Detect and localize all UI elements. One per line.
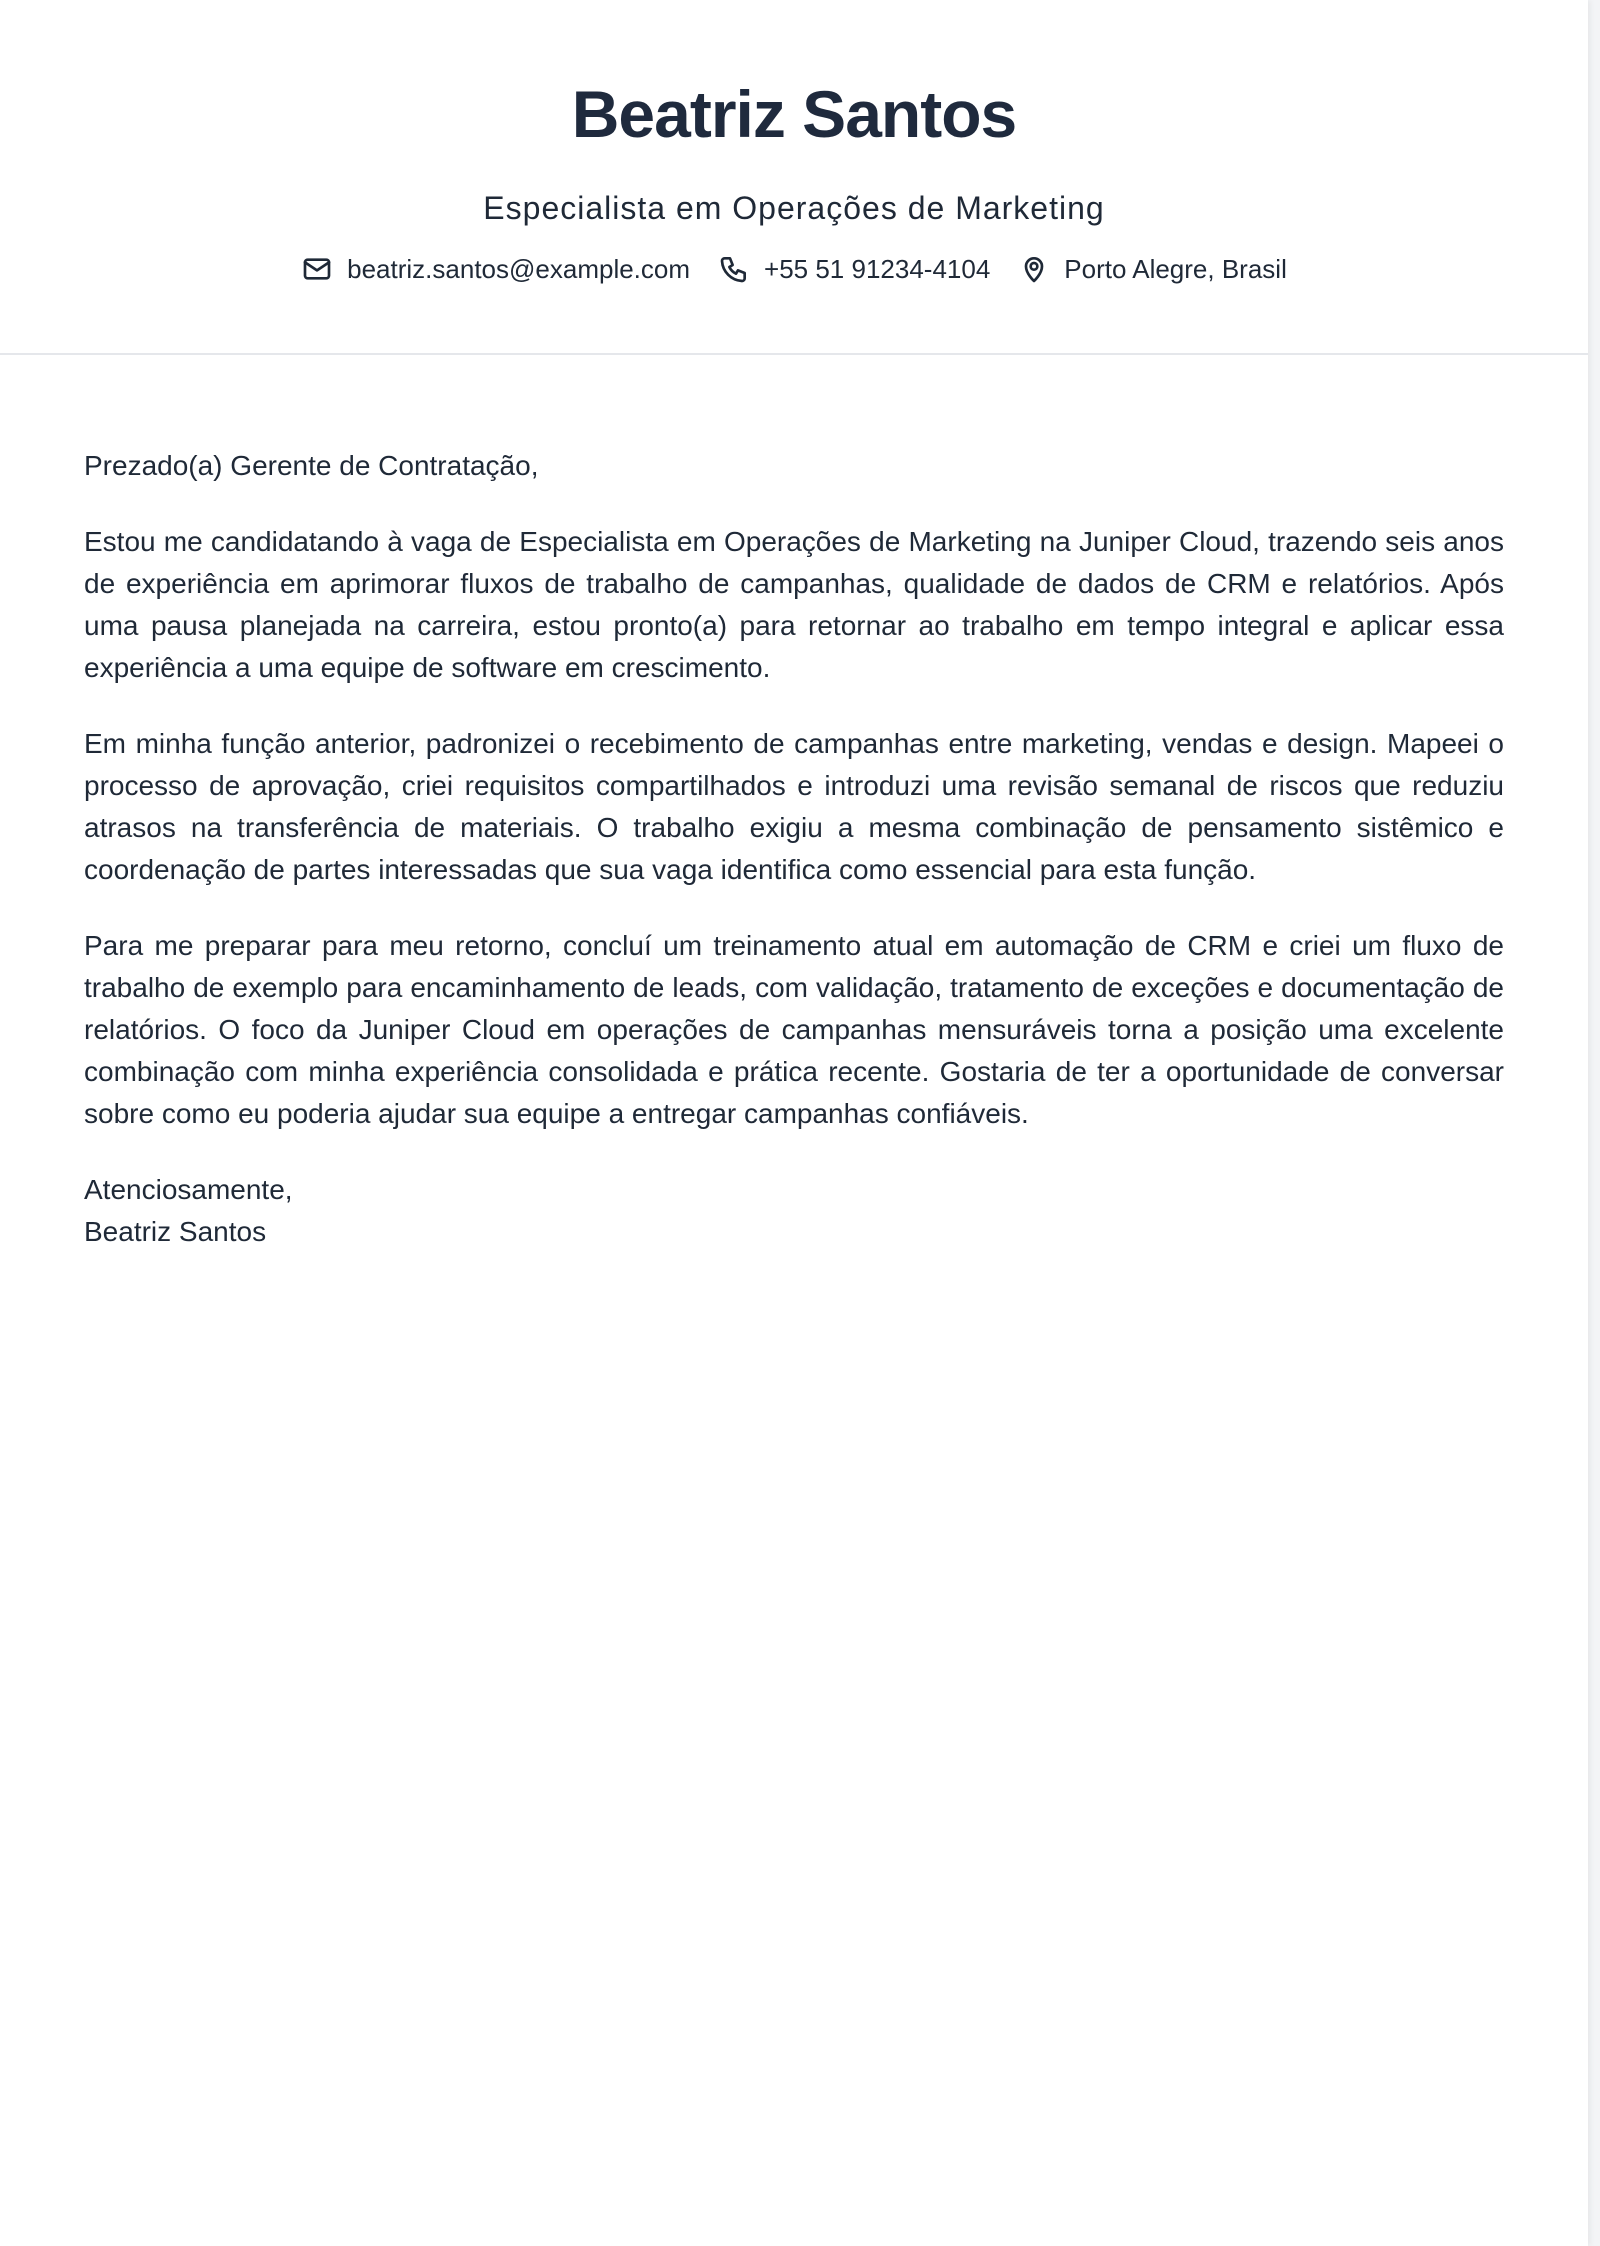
paragraph-2: Em minha função anterior, padronizei o recebimento de campanhas entre marketing, vendas e design. Mapeei o processo de aprovação, criei requisitos compartilhados e introduzi uma revisão semanal de riscos que reduziu atrasos na transferência de materiais. O trabalho exigiu a mesma combinação de pensamento sistêmico e coordenação de partes interessadas que sua vaga identifica como essencial para esta função. <box>84 728 1504 885</box>
map-pin-icon <box>1018 253 1050 285</box>
closing: Atenciosamente, <box>84 1174 293 1205</box>
job-title: Especialista em Operações de Marketing <box>483 190 1105 226</box>
contact-location <box>1018 252 1287 286</box>
closing-block <box>84 1169 1504 1253</box>
contact-phone[interactable] <box>718 252 990 286</box>
phone-text: +55 51 91234-4104 <box>764 254 991 284</box>
salutation: Prezado(a) Gerente de Contratação, <box>84 450 539 481</box>
signature: Beatriz Santos <box>84 1216 267 1247</box>
email-text: beatriz.santos@example.com <box>347 254 691 284</box>
phone-icon <box>718 253 750 285</box>
applicant-name: Beatriz Santos <box>571 77 1017 151</box>
contact-email[interactable] <box>301 252 690 286</box>
letter-body <box>0 355 1588 1253</box>
paragraph-3: Para me preparar para meu retorno, concluí um treinamento atual em automação de CRM e criei um fluxo de trabalho de exemplo para encaminhamento de leads, com validação, tratamento de exceções e documentação de relatórios. O foco da Juniper Cloud em operações de campanhas mensuráveis torna a posição uma excelente combinação com minha experiência consolidada e prática recente. Gostaria de ter a oportunidade de conversar sobre como eu poderia ajudar sua equipe a entregar campanhas confiáveis. <box>84 930 1504 1129</box>
mail-icon <box>301 253 333 285</box>
location-text: Porto Alegre, Brasil <box>1064 254 1287 284</box>
contact-info <box>0 252 1588 286</box>
paragraph-1: Estou me candidatando à vaga de Especialista em Operações de Marketing na Juniper Cloud, trazendo seis anos de experiência em aprimorar fluxos de trabalho de campanhas, qualidade de dados de CRM e relatórios. Após uma pausa planejada na carreira, estou pronto(a) para retornar ao trabalho em tempo integral e aplicar essa experiência a uma equipe de software em crescimento. <box>84 526 1504 683</box>
letter-header <box>0 0 1588 355</box>
